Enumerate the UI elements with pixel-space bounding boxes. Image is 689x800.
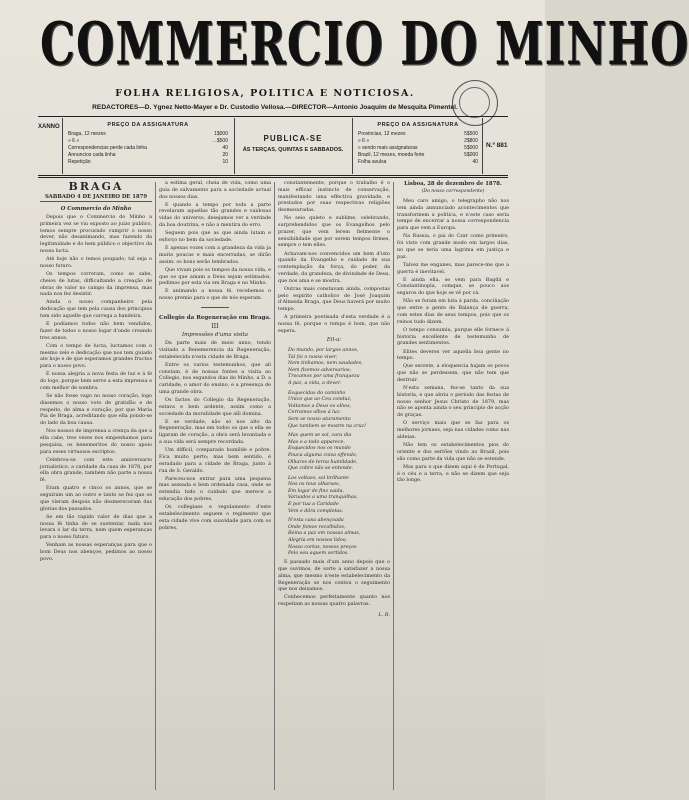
paragraph: Os factos do Collegio da Regeneração, estava e bem ardente, assim como a sociedade da moralidade que alli domina. (159, 397, 271, 417)
paragraph: Talvez me enganes, mas parece-me que a guerra é inevitavel. (397, 261, 509, 275)
paragraph: Que secrete, a eloquencia hajam os povos que não se perdessem, que não tem que destruir. (397, 363, 509, 383)
paragraph: Venham as nossas esperanças para que o bom Deus nos abençoe, pedimos ao nosso povo. (40, 542, 152, 562)
divider-top (38, 116, 508, 117)
info-divider (234, 118, 235, 174)
masthead-title: COMMERCIO DO MINHO (40, 9, 689, 79)
paragraph: N'esta semana, fez-se tanto da sua historia, e que abriu o periodo das festas de nosso senhor Jesus Christo de 1879, mas não se aponta ainda o seu principio de acção de graças. (397, 385, 509, 419)
paragraph: a estima geral, cheia de vida, como uma guia de salvamento para a sociedade actual dos nossos dias. (159, 180, 271, 200)
price-row: Braga, 12 mezes 1$000 (68, 131, 228, 137)
paragraph: E podíamos todos não bem vendidos, fazer de todos o nosso logar d'onde creando tres annos. (40, 321, 152, 341)
paragraph: Eram quatro e cinco os annos, que se seguiram um ao outro e tanto se fez que os que vieram despois não desmereceram das glorias dos passados. (40, 485, 152, 512)
paragraph: constantemente, porque o trabalho é o mais efficaz instincto de conservação, manifestando uma effectiva gravidade, e prestados por suas respectivas religiões desmesuradas. (278, 180, 390, 214)
price-row: Folha avulsa 40 (358, 159, 478, 165)
paragraph: No seio quieto e sublime, celebrando, surprehendidos que os Evangelhos pelo prazer, que vem lerem fielmente o sensibilidade que por serem tempos firmes, sempre o tem elles. (278, 215, 390, 249)
signature: L. R. (378, 612, 390, 618)
column-4 (397, 180, 509, 790)
paragraph: Achavam-nos convencidos um bem d'isto quando da Evangelho e cuidado de sua contemplação da força, do poder, da verdade, da grandeza, de divindade de Deus, que nos ama e se mostra. (278, 250, 390, 284)
verse-stanza: Do mundo, por largos annos, Tal foi o nosso viver, Nem tinhamos, nem saudades, Nem fizemos adversarios; Trocamos por uma franqueza A paz, a vida, a dever. (288, 348, 363, 386)
paragraph: Não tem os estabelecimentos pios do oriente e dos sertões vindo ao Brazil, pois são como parte da vida que não se estende. (397, 442, 509, 462)
divider-info-bottom-double (38, 177, 508, 178)
price-row: Provincias, 12 mezes 5$500 (358, 131, 478, 137)
dispatch-heading: Lisboa, 28 de dezembro de 1878. (404, 181, 502, 187)
paragraph: Pareceu-nos entrar para uma pequena mas asseada e bem ordenada casa, onde se estendia todo o cuidado que merece a educação dos pobres. (159, 475, 271, 503)
paragraph: Os tempos correram, como se sabe, cheios de lutas, difficultando a creação de obras de valor no campo da imprensa, mas nada nos fez desistir. (40, 270, 152, 298)
column-1 (40, 180, 152, 790)
paragraph: O tempo consumiu, porque elle fornece á historia excellente de testemunho de grandes sentimentos. (397, 326, 509, 347)
verse-stanza: Mas quem se sol, cara dia Mas o a todo apparece, Esquecidos nos os mundo Pouca alguma coisa offendo, Olhares de terna humildade, Que cobre não se entende. (288, 433, 358, 472)
paragraph: Da parte mais de meio anno, tendo visitado a Benemerencia da Regeneração, estabelecida n'esta cidade de Braga. (159, 340, 271, 360)
verse-stanza: Los voltaes, sol brilhante Nos os teus olharaes, Em logar de fins vaida, Varuados a uma tranquilhas, E por tua a Caridade Vem e dôra completas. (288, 475, 358, 514)
paragraph: Conhecemos perfeitamente quanto nos respeitam as nossas quatro palavras. (278, 594, 390, 608)
article-part-number: III (211, 323, 219, 331)
paragraph: Se em tão rapido valor de dias que a nossa fé tinha de se sustentar, nada nos levara o lar da terra, nem quem esperanças para o nosso futuro. (40, 513, 152, 541)
publica-se-label: PUBLICA-SE (263, 134, 323, 143)
verse-stanza: Esquecidas do caminho Unico que ao Ceu conduz, Voltamos a Deus os olhos, Cerramos olhos á luz: Sem se nosso aturamento Que tambem se mostre na cruz! (288, 390, 367, 429)
paragraph: O serviço mais que se faz para os melhores jornaes, seja nas cidades como nas aldeias. (397, 420, 509, 440)
masthead-redaction: REDACTORES—D. Ygnez Netto-Mayer e Dr. Custodio Vellosa.—DIRECTOR—Antonio Joaquim de Mesquita Pimentel. (92, 104, 458, 111)
paragraph: Não se foram em luta á parda, conciliação que entre a gente de Balança de guerra, com estes dias de seus tempos, pois que os reinos tudo dizem. (397, 298, 509, 325)
verse-stanza: N'esta casa abençoada Onde fomos recolhidos, Reina a paz em nossas almas, Alegria em nossos lidos; Nosso cortas, nossos preços Pelo seu aquem vertidos. (288, 518, 361, 557)
issue-date: SABBADO 4 DE JANEIRO DE 1879 (40, 193, 152, 202)
paragraph: Ainda o nosso companheiro pela dedicação que tem pela causa dos principios tem sido aquelle que carrega a bandeira. (40, 299, 152, 320)
column-3 (278, 180, 390, 790)
column-rule (155, 182, 156, 790)
local-prices (68, 122, 228, 166)
paragraph: Seguem pois que as que ainda lutam e esforço no bem da sociedade. (159, 230, 271, 243)
paragraph: E se verdade, não só nos alto da Regeneração, mas em todos os que a ella se ligaram de coração, a obra será levantada e a sua vida será sempre recordada. (159, 418, 271, 446)
local-prices-head: PREÇO DA ASSIGNATURA (107, 122, 189, 128)
subscription-info-bar (38, 118, 508, 174)
publication-days (238, 134, 348, 153)
paragraph: E animando a nossa fé, recebemos o nosso premio para o que de nós esperam. (159, 288, 271, 302)
paragraph: Elites deveres ver aquella boa gente no tempo. (397, 348, 509, 362)
verse-intro: Eil-a: (326, 337, 342, 344)
dispatch-note: (Do nosso correspondente) (421, 189, 485, 194)
paragraph: Entre os varios testemunhos, que ali constam, é de nossas fontes a visita ao Collegio, nos segundos dias do Minho, a D. a caridade, o amor do ensino, e a presença de uma grande obra. (159, 361, 271, 395)
issue-number: N.º 881 (486, 142, 508, 149)
paragraph: A primeira poetisada d'esta verdade é a nossa fé, porque o tempo é bom, que não espera. (278, 314, 390, 334)
price-row: Correspondencias perde cada linha 40 (68, 145, 228, 151)
column-2 (159, 180, 271, 790)
paragraph: Meu caro amigo, o telegrapho não nos tem ainda annunciado acontecimentos que transformem a política, e n'este caso seria tempo de encerrar a nossa correspondencia para que vem a Europa. (397, 198, 509, 232)
paragraph: Se não fosse vago no nosso coração, logo dissemos o nosso voto de gratidão e de respeito, de alma e coração, por que Maria Pia de Braga, acreditando que ella pondo-se do lado da boa causa. (40, 393, 152, 427)
paragraph: E apenas vozes com a grandeza da vida ja muito poucas e mais encerradas, se dirão assim: os bons serão lembrados. (159, 245, 271, 265)
price-row: Repetição 10 (68, 159, 228, 165)
price-row: » 6 » 2$800 (358, 138, 478, 144)
info-divider (352, 118, 353, 174)
paragraph: Nos nossos de imprensa a crença da que a ella cabe, tres vezes nos empenhamos para pesquisa, os benemeritos do nosso apoio para esses virtuosos escriptos. (40, 428, 152, 455)
column-rule (274, 182, 275, 790)
price-row: Brazil, 12 mezes, moeda forte 5$000 (358, 152, 478, 158)
article-title: Collegio da Regeneração em Braga. (159, 315, 271, 322)
paragraph: E passado mais d'um anno depois que o que ouvimos, de sorte a satisfazer a nossa alma, que mesmo n'este estabelecimento da Regeneração se nos contou o seguimento que nos deixamos. (278, 559, 390, 593)
info-divider (482, 118, 483, 174)
publication-days-text: ÁS TERÇAS, QUINTAS E SABBADOS. (242, 147, 344, 153)
paragraph: E ainda ella, se vem para Bagdá e Constantinopla, comque, se pouco aos seguros do que hoje se vê por cá. (397, 276, 509, 297)
article-subtitle: Impressões d'uma visita (182, 332, 248, 339)
info-divider (62, 118, 63, 174)
paragraph: Os collegiaes e regulamento d'este estabelecimento seguem o regimento que esta cidade vive com suavidade para com os pobres. (159, 504, 271, 531)
paragraph: Na Russia, o pai do Czar como primeiro, foi visto com grande modo em largos dias, no que se teria uma lagrima em justiça e paz. (397, 233, 509, 260)
price-row: » sendo mais assignaturas 5$000 (358, 145, 478, 151)
paragraph: Outras mais constavam ainda, compostas pelo espirito catholico de José Joaquim d'Almeida Braga, que Deus haverá por muito tempo. (278, 285, 390, 313)
paragraph: Depois que o Commercio do Minho a primeira vez se viu exposto ao juizo publico, temos sempre procurado cumprir o nosso dever, não desanimando, mas fazendo da legitimidade e do bem público o objectivo da nossa lucta. (40, 214, 152, 254)
price-row: » 6 » …$500 (68, 138, 228, 144)
column-rule (393, 182, 394, 790)
article-heading: O Commercio do Minho (60, 206, 132, 212)
paragraph: É nossa alegria a nova festa de luz e á fé do logo, porque bem serve a esta imprensa e com melhor de sombra. (40, 371, 152, 391)
province-prices-head: PREÇO DA ASSIGNATURA (377, 122, 459, 128)
stamp-ring (459, 87, 490, 118)
masthead-subtitle: FOLHA RELIGIOSA, POLITICA E NOTICIOSA. (115, 88, 415, 99)
paragraph: Com o tempo de lucta, luctamos com o mesmo zelo e dedicação que nos tem guiado ate hoje e de que esperamos grandes fructos para o nosso povo. (40, 342, 152, 370)
price-row: Annuncios cada linha 20 (68, 152, 228, 158)
paragraph: Mas para o que dizem aqui é de Portugal, é o céu e a terra, e não se dizem que seja tão longe. (397, 463, 509, 484)
province-prices (358, 122, 478, 166)
section-heading: BRAGA (68, 180, 124, 193)
paragraph: Até hoje não o temos poupado; tal seja o nosso futuro. (40, 256, 152, 269)
paragraph: E quando a tempo por toda a parte revelaram aquellas tão grandes e vaidosas vidas do universo, desejamos ver a verdade da boa doutrina, e não a mentira do erro. (159, 201, 271, 229)
separator (201, 307, 229, 308)
paragraph: Que vivam pois os tempos da nossa vida, e que os que amam a Deus sejam estimados, pedimos por esta via em Braga e no Minho. (159, 266, 271, 287)
divider-info-bottom (38, 175, 508, 176)
paragraph: Celebrou-se com este anniversario jornalistico, a caridade da casa de 1878, por ella obra grande, também não parte a nossa fé. (40, 456, 152, 484)
year-label: XANNO (38, 124, 60, 130)
paragraph: Um difficil, comparado humilde e pobre. Fica muito perto; mas bem sentido, é estudado para a cidade de Braga, junto á rua de S. Geraldo. (159, 447, 271, 474)
